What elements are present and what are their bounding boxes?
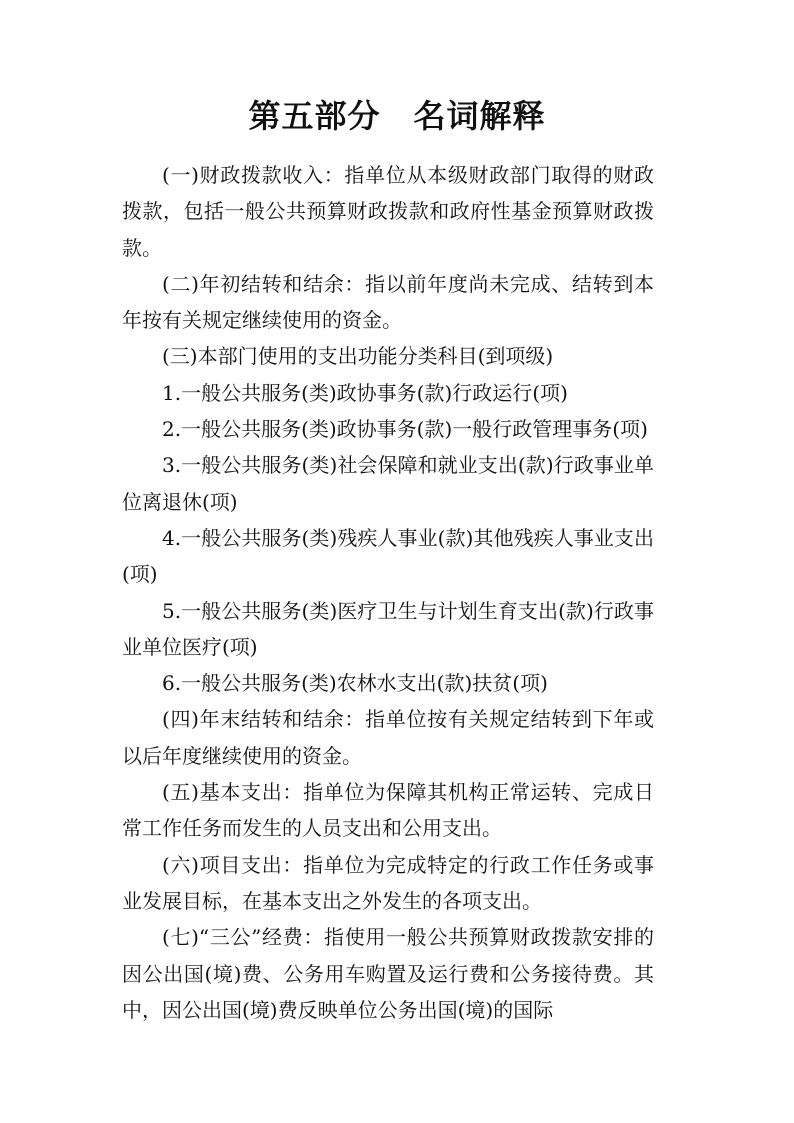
- paragraph-project-expenditure: (六)项目支出：指单位为完成特定的行政工作任务或事业发展目标，在基本支出之外发生的各项支出。: [122, 852, 654, 913]
- page-title: 第五部分 名词解释: [248, 97, 546, 135]
- paragraph-fiscal-appropriation-income: (一)财政拨款收入：指单位从本级财政部门取得的财政拨款，包括一般公共预算财政拨款和政府性基金预算财政拨款。: [122, 163, 654, 260]
- list-item-classification-1: 1.一般公共服务(类)政协事务(款)行政运行(项): [162, 380, 568, 405]
- paragraph-year-end-carryover: (四)年末结转和结余：指单位按有关规定结转到下年或以后年度继续使用的资金。: [122, 707, 654, 768]
- list-item-classification-4: 4.一般公共服务(类)残疾人事业(款)其他残疾人事业支出(项): [122, 525, 654, 587]
- list-item-classification-3: 3.一般公共服务(类)社会保障和就业支出(款)行政事业单位离退休(项): [122, 453, 654, 514]
- paragraph-beginning-carryover: (二)年初结转和结余：指以前年度尚未完成、结转到本年按有关规定继续使用的资金。: [122, 271, 654, 333]
- list-item-classification-5: 5.一般公共服务(类)医疗卫生与计划生育支出(款)行政事业单位医疗(项): [122, 598, 654, 659]
- list-item-classification-2: 2.一般公共服务(类)政协事务(款)一般行政管理事务(项): [162, 417, 648, 442]
- paragraph-three-public-expenses: (七)“三公”经费：指使用一般公共预算财政拨款安排的因公出国(境)费、公务用车购置及运行费和公务接待费。其中，因公出国(境)费反映单位公务出国(境)的国际: [122, 925, 654, 1022]
- paragraph-functional-classification: (三)本部门使用的支出功能分类科目(到项级): [162, 344, 554, 369]
- list-item-classification-6: 6.一般公共服务(类)农林水支出(款)扶贫(项): [162, 671, 548, 696]
- document-body: [122, 157, 654, 1028]
- paragraph-basic-expenditure: (五)基本支出：指单位为保障其机构正常运转、完成日常工作任务而发生的人员支出和公用支出。: [122, 780, 654, 841]
